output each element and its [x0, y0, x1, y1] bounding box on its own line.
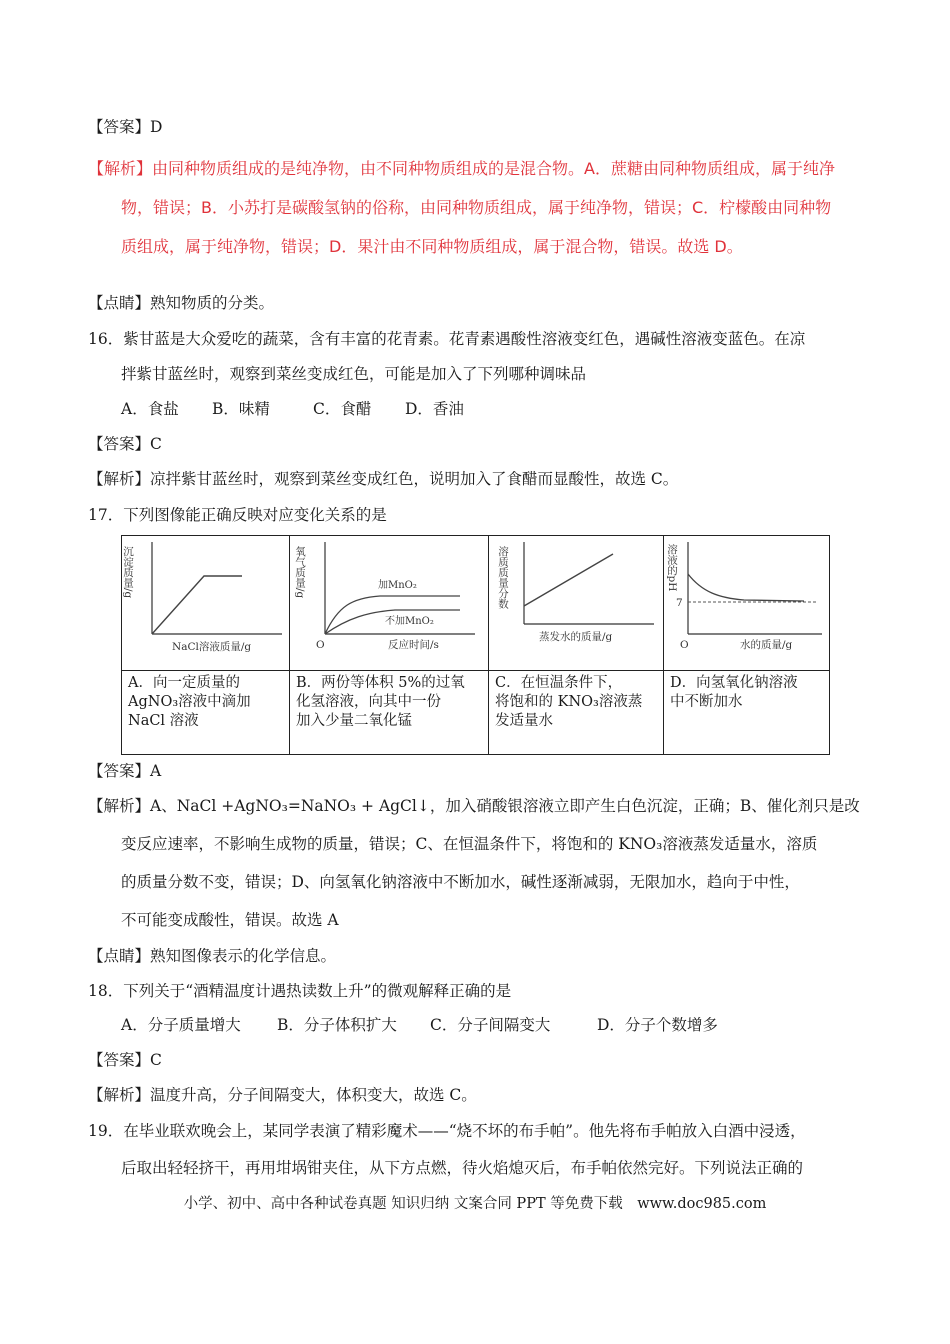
caption-a-line-2: AgNO₃溶液中滴加: [128, 694, 251, 710]
caption-c-line-2: 将饱和的 KNO₃溶液蒸: [495, 694, 643, 710]
graph-a-ylabel: 沉淀质量/g: [122, 546, 134, 599]
caption-d-line-1: D．向氢氧化钠溶液: [670, 675, 798, 691]
caption-c: [489, 671, 664, 755]
caption-b-line-2: 化氢溶液，向其中一份: [296, 694, 441, 710]
q16-analysis: 【解析】凉拌紫甘蓝丝时，观察到菜丝变成红色，说明加入了食醋而显酸性，故选 C。: [88, 470, 679, 488]
q18-option-d: D．分子个数增多: [597, 1016, 718, 1034]
q16-option-d: D．香油: [405, 400, 464, 418]
graph-b-curve-with-catalyst: [325, 596, 460, 634]
q16-stem-line-2: 拌紫甘蓝丝时，观察到菜丝变成红色，可能是加入了下列哪种调味品: [121, 365, 587, 383]
q17-analysis-line-4: 不可能变成酸性，错误。故选 A: [121, 911, 339, 929]
caption-b: [290, 671, 489, 755]
graph-d-cell: [664, 536, 830, 671]
q16-option-b: B．味精: [212, 400, 270, 418]
graph-b-xlabel: 反应时间/s: [388, 639, 439, 651]
graph-c: [489, 536, 664, 666]
graph-a: [122, 536, 290, 666]
q17-analysis-line-2: 变反应速率，不影响生成物的质量，错误；C、在恒温条件下，将饱和的 KNO₃溶液蒸发适量水，溶质: [121, 835, 818, 853]
q17-analysis-line-1: 【解析】A、NaCl +AgNO₃=NaNO₃ + AgCl↓，加入硝酸银溶液立即产生白色沉淀，正确；B、催化剂只是改: [88, 797, 860, 815]
caption-d: [664, 671, 830, 755]
q17-options-table: [121, 535, 829, 755]
q15-analysis-line-3: 质组成，属于纯净物，错误；D．果汁由不同种物质组成，属于混合物，错误。故选 D。: [121, 237, 743, 256]
q16-stem-line-1: 16．紫甘蓝是大众爱吃的蔬菜，含有丰富的花青素。花青素遇酸性溶液变红色，遇碱性溶液变蓝色。在凉: [88, 330, 806, 348]
graph-d-ylabel: 溶液的pH: [666, 544, 678, 592]
graph-b-cell: [290, 536, 489, 671]
caption-a: [122, 671, 290, 755]
graph-b-origin: O: [316, 639, 325, 651]
q17-answer: 【答案】A: [88, 762, 162, 780]
q17-analysis-line-3: 的质量分数不变，错误；D、向氢氧化钠溶液中不断加水，碱性逐渐减弱，无限加水，趋向于中性，: [121, 873, 800, 891]
q17-note: 【点睛】熟知图像表示的化学信息。: [88, 947, 337, 965]
graph-c-curve: [524, 554, 613, 606]
q15-analysis-line-1: 【解析】由同种物质组成的是纯净物，由不同种物质组成的是混合物。A．蔗糖由同种物质组成，属于纯净: [88, 159, 835, 178]
q16-option-a: A．食盐: [121, 400, 179, 418]
page-footer: 小学、初中、高中各种试卷真题 知识归纳 文案合同 PPT 等免费下载 www.doc985.com: [183, 1196, 767, 1212]
graph-c-cell: [489, 536, 664, 671]
caption-b-line-3: 加入少量二氧化锰: [296, 713, 412, 729]
caption-a-line-3: NaCl 溶液: [128, 713, 199, 729]
graph-b-ylabel: 氧气质量/g: [294, 546, 306, 599]
caption-a-line-1: A．向一定质量的: [128, 675, 240, 691]
graph-c-xlabel: 蒸发水的质量/g: [539, 631, 613, 643]
graph-d-curve: [688, 574, 804, 601]
graph-a-curve: [152, 576, 242, 634]
q15-answer: 【答案】D: [88, 118, 163, 136]
q18-option-a: A．分子质量增大: [121, 1016, 241, 1034]
q17-stem: 17．下列图像能正确反映对应变化关系的是: [88, 506, 387, 524]
caption-d-line-2: 中不断加水: [670, 694, 743, 710]
q18-option-c: C．分子间隔变大: [430, 1016, 551, 1034]
caption-c-line-3: 发适量水: [495, 713, 553, 729]
caption-c-line-1: C．在恒温条件下，: [495, 675, 623, 691]
graph-d: [664, 536, 830, 666]
graph-a-xlabel: NaCl溶液质量/g: [172, 641, 252, 653]
graph-d-origin: O: [680, 639, 689, 651]
graph-a-cell: [122, 536, 290, 671]
graph-d-ref-label: 7: [676, 597, 683, 609]
q15-note: 【点睛】熟知物质的分类。: [88, 294, 275, 312]
q18-answer: 【答案】C: [88, 1051, 162, 1069]
graph-b: [290, 536, 489, 666]
graph-b-curve2-label: 不加MnO₂: [385, 616, 434, 627]
caption-b-line-1: B．两份等体积 5%的过氧: [296, 675, 465, 691]
q16-option-c: C．食醋: [313, 400, 372, 418]
q18-stem: 18．下列关于“酒精温度计遇热读数上升”的微观解释正确的是: [88, 982, 512, 1000]
graph-c-ylabel: 溶质质量分数: [497, 546, 509, 609]
q18-analysis: 【解析】温度升高，分子间隔变大，体积变大，故选 C。: [88, 1086, 477, 1104]
q15-analysis-line-2: 物，错误；B．小苏打是碳酸氢钠的俗称，由同种物质组成，属于纯净物，错误；C．柠檬酸由同种物: [121, 198, 832, 217]
q19-stem-line-1: 19．在毕业联欢晚会上，某同学表演了精彩魔术——“烧不坏的布手帕”。他先将布手帕放入白酒中浸透，: [88, 1122, 806, 1140]
q16-answer: 【答案】C: [88, 435, 162, 453]
graph-b-curve1-label: 加MnO₂: [378, 580, 417, 591]
graph-d-xlabel: 水的质量/g: [740, 639, 793, 651]
q18-option-b: B．分子体积扩大: [277, 1016, 397, 1034]
q19-stem-line-2: 后取出轻轻挤干，再用坩埚钳夹住，从下方点燃，待火焰熄灭后，布手帕依然完好。下列说法正确的: [121, 1159, 804, 1177]
